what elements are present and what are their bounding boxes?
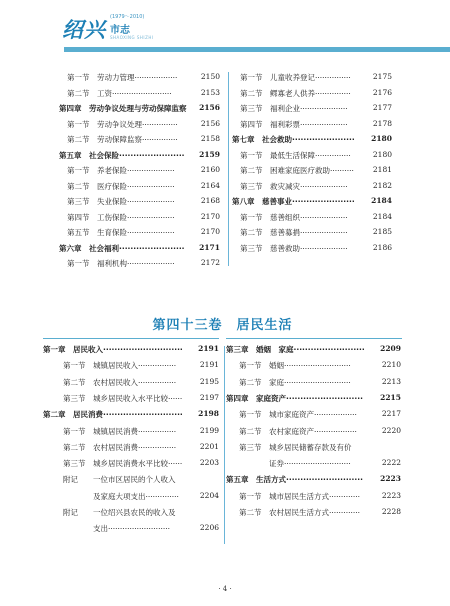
column-divider [228,72,229,266]
volume-title: 第四十三卷 居民生活 [152,318,293,333]
toc-chapter-entry [59,149,220,162]
toc-entry-title: 一位市区居民的个人收入 [93,475,176,485]
toc-entry-page: 2150 [200,72,220,81]
toc-entry-page: 2177 [372,103,392,112]
toc-entry-page: 2217 [381,409,401,419]
toc-entry-number: 第一节 [239,361,262,371]
toc-entry-page: 2153 [200,87,220,97]
toc-entry [67,227,220,239]
toc-entry-number: 第二节 [67,88,90,98]
toc-entry-number: 第一节 [67,166,90,175]
toc-entry [43,523,219,535]
toc-entry-title: 生育保险···················· [97,228,175,237]
toc-entry-title: 社会福利······················· [89,243,185,253]
toc-entry-title: 最低生活保障··············· [270,150,351,160]
toc-entry-number: 第三节 [63,393,86,403]
toc-entry-page: 2204 [199,490,219,500]
toc-entry-page: 2228 [381,507,401,516]
toc-entry-number: 第六章 [59,243,82,253]
toc-entry-page: 2220 [381,425,401,435]
toc-entry [43,458,219,470]
toc-entry-number: 附记 [63,475,78,485]
toc-entry-title: 福利企业···················· [270,104,348,113]
toc-entry-title: 社会保险······················· [89,150,185,160]
toc-entry-page: 2195 [199,376,219,386]
page-number: · 4 · [218,585,232,593]
toc-entry-page: 2158 [200,134,220,143]
toc-entry-number: 第八章 [232,197,255,206]
logo-years: (1979～2010) [110,14,145,20]
toc-entry-title: 医疗保险···················· [97,181,175,191]
toc-entry-title: 困难家庭医疗救助·········· [270,166,354,175]
toc-entry-title: 劳动力管理·················· [97,73,178,82]
toc-entry-number: 第一节 [67,73,90,82]
toc-entry-title: 城市居民生活方式············· [269,491,360,501]
toc-entry-page: 2180 [372,149,392,159]
toc-entry-page: 2182 [372,180,392,190]
toc-entry-number: 第三节 [63,459,86,469]
title-rule-right [226,338,402,339]
toc-column-top-right [232,72,392,272]
toc-entry-number: 第一节 [63,426,86,436]
toc-entry-page: 2198 [198,409,219,419]
toc-entry-number: 第四章 [226,393,249,403]
toc-entry-number: 第一节 [63,361,86,371]
toc-entry-number: 第一节 [240,150,263,160]
toc-entry [43,426,219,438]
toc-entry-title: 城乡居民消费水平比较······ [93,459,183,469]
toc-entry-title: 工资························· [97,88,172,98]
toc-entry [43,442,219,454]
title-rule-left [43,338,219,339]
toc-entry-number: 第五章 [59,150,82,160]
toc-entry [67,196,220,208]
toc-entry [43,377,219,389]
toc-entry-title: 养老保险···················· [97,166,175,175]
toc-entry-page: 2160 [200,165,220,174]
toc-entry-title: 家庭···························· [269,377,351,387]
toc-entry [226,360,401,372]
volume-title-block [43,314,402,332]
toc-entry-title: 支出·························· [93,524,170,534]
toc-entry [240,119,392,131]
toc-entry-page: 2170 [200,227,220,236]
toc-entry [67,258,220,270]
toc-entry [43,507,219,519]
toc-entry-title: 及家庭大项支出·············· [93,491,179,501]
toc-entry [67,134,220,146]
toc-entry-title: 婚姻 家庭························· [256,345,365,354]
book-logo [62,8,162,48]
toc-chapter-entry [43,344,219,356]
toc-entry-page: 2175 [372,72,392,81]
toc-column-top-left [59,72,220,272]
toc-entry-number: 第一章 [43,345,66,354]
toc-entry [43,360,219,372]
toc-entry-page: 2210 [381,360,401,370]
toc-entry-title: 劳动争议处理与劳动保障监察 [89,104,187,113]
header-rule [64,47,450,52]
toc-entry-page: 2223 [380,474,401,484]
toc-chapter-entry [232,134,392,146]
toc-entry-page: 2181 [372,165,392,174]
toc-column-bottom-left [43,344,219,544]
toc-entry [43,474,219,486]
toc-entry-page: 2191 [199,360,219,370]
toc-entry [240,103,392,115]
toc-entry-number: 附记 [63,508,78,517]
toc-entry [226,426,401,438]
toc-entry-number: 第三节 [239,442,262,452]
toc-entry [240,165,392,177]
toc-entry-number: 第一节 [67,119,90,129]
toc-entry [226,442,401,454]
toc-entry-number: 第四节 [240,119,263,129]
toc-entry-title: 失业保险···················· [97,197,175,206]
toc-entry-page: 2168 [200,196,220,205]
toc-entry-title: 农村居民消费················ [93,442,177,452]
column-divider [224,346,225,544]
toc-entry-title: 农村居民收入················ [93,377,177,387]
toc-entry-title: 居民收入···························· [73,345,183,354]
toc-entry-page: 2164 [200,180,220,190]
toc-entry-page: 2209 [380,344,401,353]
toc-entry-page: 2206 [199,523,219,533]
toc-entry-title: 鳏寡老人供养··············· [270,88,351,98]
toc-entry [67,72,220,84]
toc-entry-title: 农村家庭资产·················· [269,426,357,436]
toc-entry-title: 工伤保险···················· [97,212,175,222]
toc-entry-page: 2172 [200,258,220,267]
toc-entry-page: 2171 [199,242,220,252]
toc-chapter-entry [226,474,401,486]
toc-entry [67,181,220,193]
toc-entry-title: 婚姻···························· [269,361,351,371]
toc-entry [67,212,220,224]
toc-entry-title: 城市家庭资产·················· [269,410,357,420]
toc-entry-number: 第四章 [59,104,82,113]
toc-entry-title: 慈善救助···················· [270,243,348,253]
toc-chapter-entry [226,393,401,405]
toc-entry-page: 2170 [200,211,220,221]
toc-entry [226,409,401,421]
toc-entry-title: 劳动争议处理··············· [97,119,178,129]
toc-entry-number: 第七章 [232,135,255,144]
toc-entry [226,377,401,389]
toc-entry [240,227,392,239]
toc-entry-page: 2184 [371,196,392,205]
toc-entry-page: 2186 [372,242,392,252]
toc-entry-title: 慈善组织···················· [270,212,348,222]
toc-entry-number: 第二章 [43,410,66,420]
toc-entry-title: 家庭资产··························· [256,393,363,403]
toc-entry-title: 农村居民生活方式············· [269,508,360,517]
toc-chapter-entry [226,344,401,356]
toc-entry-title: 社会救助······················ [262,135,355,144]
toc-entry [240,72,392,84]
toc-entry-title: 福利彩票···················· [270,119,348,129]
toc-entry-title: 救灾减灾···················· [270,181,348,191]
toc-entry-number: 第二节 [239,508,262,517]
toc-column-bottom-right [226,344,401,544]
toc-entry-number: 第二节 [67,135,90,144]
toc-entry-page: 2191 [198,344,219,353]
toc-entry [67,119,220,131]
toc-entry [226,507,401,519]
toc-entry-number: 第二节 [240,88,263,98]
toc-entry-page: 2223 [381,490,401,500]
toc-entry [240,150,392,162]
toc-entry-number: 第二节 [239,377,262,387]
toc-entry-number: 第三节 [240,104,263,113]
toc-entry-title: 劳动保障监察··············· [97,135,178,144]
toc-chapter-entry [43,409,219,421]
logo-title: 市志 [110,25,130,36]
toc-entry-title: 城镇居民收入················ [93,361,177,371]
toc-entry-number: 第一节 [239,491,262,501]
toc-entry-number: 第一节 [67,259,90,268]
toc-entry [67,165,220,177]
toc-entry-page: 2176 [372,87,392,97]
toc-entry-page: 2180 [371,134,392,143]
toc-entry-number: 第二节 [239,426,262,436]
toc-entry-title: 居民消费···························· [73,410,183,420]
logo-english: SHAOXING SHIZHI [110,35,154,40]
toc-entry-number: 第四节 [67,212,90,222]
toc-entry-page: 2178 [372,118,392,128]
toc-entry-number: 第五节 [67,228,90,237]
toc-entry-number: 第二节 [240,228,263,237]
toc-entry-page: 2199 [199,425,219,435]
toc-entry-title: 城镇居民消费················ [93,426,177,436]
toc-entry-page: 2213 [381,376,401,386]
toc-entry-title: 一位绍兴县农民的收入及 [93,508,176,517]
toc-entry-title: 福利机构···················· [97,259,175,268]
toc-entry-title: 儿童收养登记··············· [270,73,351,82]
toc-entry [240,181,392,193]
toc-entry [240,212,392,224]
toc-entry-number: 第一节 [240,73,263,82]
toc-entry [43,491,219,503]
toc-entry-number: 第二节 [240,166,263,175]
toc-entry-page: 2222 [381,458,401,468]
toc-entry [67,88,220,100]
toc-entry [226,458,401,470]
toc-entry-number: 第三节 [240,243,263,253]
toc-entry-number: 第三章 [226,345,249,354]
page-header [0,0,450,58]
toc-entry-page: 2184 [372,211,392,221]
toc-entry-title: 慈善募捐···················· [270,228,348,237]
toc-entry-title: 证券···························· [269,459,351,469]
toc-entry [43,393,219,405]
toc-entry-page: 2156 [200,118,220,128]
toc-entry [226,491,401,503]
toc-entry-page: 2159 [199,149,220,159]
toc-entry [240,88,392,100]
toc-entry-title: 城乡居民储蓄存款及有价 [269,442,352,452]
toc-entry-page: 2197 [199,392,219,402]
toc-entry-page: 2203 [199,458,219,468]
toc-entry [240,243,392,255]
toc-entry-number: 第二节 [63,377,86,387]
toc-entry-number: 第二节 [67,181,90,191]
toc-chapter-entry [232,196,392,208]
toc-chapter-entry [59,242,220,255]
toc-entry-page: 2215 [380,392,401,402]
toc-entry-title: 城乡居民收入水平比较······ [93,393,183,403]
toc-entry-number: 第一节 [240,212,263,222]
toc-entry-page: 2201 [199,441,219,451]
logo-calligraphy: 绍兴 [62,17,106,42]
toc-entry-title: 生活方式··························· [256,475,363,485]
toc-entry-number: 第一节 [239,410,262,420]
toc-entry-number: 第三节 [67,197,90,206]
toc-entry-number: 第三节 [240,181,263,191]
toc-entry-number: 第二节 [63,442,86,452]
toc-chapter-entry [59,103,220,115]
toc-entry-page: 2156 [199,103,220,112]
toc-entry-title: 慈善事业······················ [262,197,355,206]
toc-entry-number: 第五章 [226,475,249,485]
toc-entry-page: 2185 [372,227,392,236]
